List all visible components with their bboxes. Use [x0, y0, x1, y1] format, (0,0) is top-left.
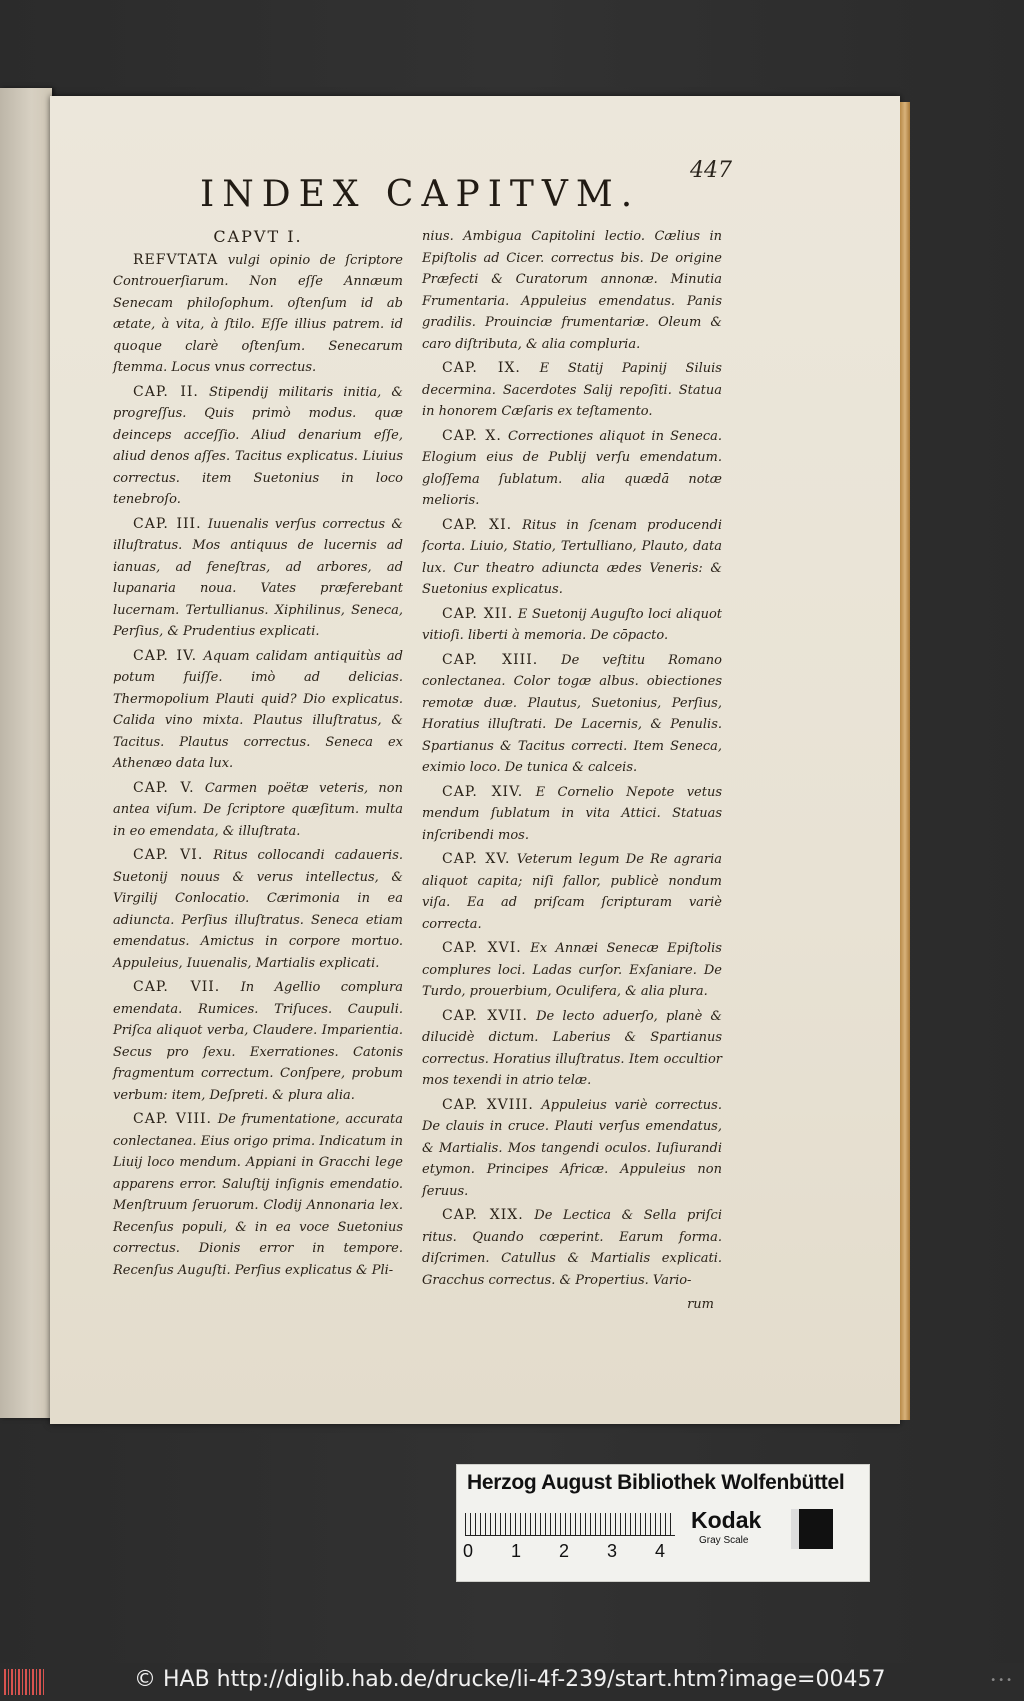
chapter-heading: CAPVT I. — [213, 227, 303, 246]
gilt-page-edge — [900, 102, 910, 1420]
index-entry — [422, 849, 722, 935]
library-name: Herzog August Bibliothek Wolfenbüttel — [467, 1471, 845, 1494]
index-entry — [422, 515, 722, 601]
index-entry — [113, 646, 403, 775]
gray-scale-label: Gray Scale — [699, 1535, 749, 1546]
entry-text: In Agellio complura emendata. Rumices. Triſuces. Caupuli. Priſca aliquot verba, Claudere. Imparientia. Secus pro ſexu. Exerrationes. Catonis fragmentum correctum. Conſpere, probum verbum: item, Deſpreti. & plura alia. — [113, 980, 403, 1103]
index-entry — [422, 1205, 722, 1291]
scale-number: 1 — [511, 1541, 522, 1561]
index-entry — [422, 604, 722, 647]
chapter-label: CAP. V. — [133, 779, 195, 796]
chapter-label: CAP. IX. — [442, 360, 521, 376]
entry-text: Aquam calidam antiquitùs ad potum fuiſſe. imò ad delicias. Thermopolium Plauti quid? Dio explicatus. Calida vino mixta. Plautus illuſtratus, & Tacitus. Plautus correctus. Seneca ex Athenæo data lux. — [113, 648, 403, 771]
entry-text: E Suetonij Auguſto loci aliquot vitioſi. liberti à memoria. De cōpacto. — [422, 606, 722, 643]
left-column — [113, 226, 403, 1284]
entry-text: Ritus in ſcenam producendi ſcorta. Liuio, Statio, Tertulliano, Plauto, data lux. Cur theatro adiuncta ædes Veneris: & Suetonius explicatus. — [422, 517, 722, 597]
book-page — [50, 96, 900, 1424]
page-number: 447 — [690, 158, 732, 183]
entry-text: Ritus collocandi cadaueris. Suetonij nouus & verus intellectus, & Virgilij Conlocatio. Cærimonia in ea adiuncta. Perſius illuſtratus. Seneca etiam emendatus. Amictus in corpore mortuo. Appuleius, Iuuenalis, Martialis explicati. — [113, 848, 403, 971]
source-url[interactable]: © HAB http://diglib.hab.de/drucke/li-4f-239/start.htm?image=00457 — [134, 1667, 886, 1692]
index-entry — [113, 514, 403, 643]
entry-text: Stipendij militaris initia, & progreſſus. Quis primò modus. quæ deinceps acceſſio. Aliud denarium eſſe, aliud denos aſſes. Tacitus explicatus. Liuius correctus. item Suetonius in loco tenebroſo. — [113, 384, 403, 507]
index-entry — [113, 845, 403, 974]
chapter-label: CAP. X. — [442, 427, 502, 444]
chapter-label: CAP. III. — [133, 515, 202, 532]
index-entry — [422, 782, 722, 847]
chapter-label: CAP. XVI. — [442, 940, 522, 956]
scale-ruler — [465, 1513, 675, 1536]
entry-text: De frumentatione, accurata conlectanea. Eius origo prima. Indicatum in Liuij loco mendum. Appiani in Gracchi lege apparens error. Saluſtij inſignis emendatio. Menſtruum ſeruorum. Clodij Annonaria lex. Recenſus populi, & in ea voce Suetonius correctus. Dionis error in tempore. Recenſus Auguſti. Perſius explicatus & Pli- — [113, 1112, 403, 1278]
kodak-logo: Kodak — [691, 1507, 762, 1533]
entry-text: De veſtitu Romano conlectanea. Color togæ albus. obiectiones remotæ duæ. Plautus, Suetonius, Perſius, Horatius illuſtrati. De Lacernis, & Penulis. Spartianus & Tacitus correcti. Item Seneca, eximio loco. De tunica & calceis. — [422, 652, 722, 775]
entry-text: vulgi opinio de ſcriptore Controuerſiarum. Non eſſe Annæum Senecam philoſophum. oſtenſum id ab ætate, à vita, à ſtilo. Eſſe illius patrem. id quoque clarè oſtenſum. Senecarum ſtemma. Locus vnus correctus. — [113, 252, 403, 375]
entry-text: nius. Ambigua Capitolini lectio. Cælius in Epiſtolis ad Cicer. correctus bis. De origine Præfecti & Curatorum annonæ. Minutia Frumentaria. Appuleius emendatus. Panis gradilis. Prouinciæ frumentariæ. Oleum & caro diſtributa, & alia compluria. — [422, 229, 722, 352]
gray-patch — [791, 1509, 833, 1549]
index-entry — [422, 226, 722, 355]
index-entry — [113, 977, 403, 1106]
index-entry — [113, 250, 403, 379]
entry-text: Correctiones aliquot in Seneca. Elogium eius de Publij verſu emendatum. gloſſema ſublatum. alia quædā notæ melioris. — [422, 428, 722, 508]
scale-number: 2 — [559, 1541, 570, 1561]
status-bar — [0, 1663, 1024, 1701]
chapter-label: CAP. VIII. — [133, 1111, 213, 1127]
chapter-label: REFVTATA — [133, 251, 219, 268]
chapter-label: CAP. XVII. — [442, 1007, 528, 1024]
entry-text: Iuuenalis verſus correctus & illuſtratus. Mos antiquus de lucernis ad ianuas, ad feneſtras, ad arbores, ad lupanaria noua. Vates præferebant lucernam. Tertullianus. Xiphilinus, Seneca, Perſius, & Prudentius explicati. — [113, 516, 403, 639]
chapter-label: CAP. XIV. — [442, 783, 524, 800]
index-entry — [422, 426, 722, 512]
entry-text: De Lectica & Sella priſci ritus. Quando cœperint. Earum forma. diſcrimen. Catullus & Martialis explicati. Gracchus correctus. & Propertius. Vario- — [422, 1208, 722, 1288]
chapter-label: CAP. VII. — [133, 979, 221, 995]
scale-number: 0 — [463, 1541, 474, 1561]
index-entry — [422, 358, 722, 423]
index-entry — [422, 1095, 722, 1203]
catchword: rum — [687, 1297, 714, 1312]
index-entry — [422, 1006, 722, 1092]
index-entry — [113, 778, 403, 843]
more-icon[interactable]: ••• — [990, 1675, 1014, 1686]
chapter-label: CAP. II. — [133, 383, 199, 400]
right-column — [422, 226, 722, 1316]
index-entry — [113, 1109, 403, 1281]
entry-text: E Cornelio Nepote vetus mendum ſublatum in vita Attici. Statuas inſcribendi mos. — [422, 784, 722, 843]
entry-text: Carmen poëtæ veteris, non antea viſum. De ſcriptore quæſitum. multa in eo emendata, & illuſtrata. — [113, 780, 403, 839]
page-title: INDEX CAPITVM. — [200, 174, 641, 215]
index-entry — [113, 382, 403, 511]
chapter-label: CAP. XIX. — [442, 1207, 524, 1223]
chapter-label: CAP. VI. — [133, 847, 204, 863]
scale-number: 3 — [607, 1541, 618, 1561]
chapter-label: CAP. XII. — [442, 605, 514, 622]
index-entry — [422, 650, 722, 779]
entry-text: Ex Annæi Senecæ Epiſtolis complures loci. Ladas curſor. Exſaniare. De Turdo, prouerbium, Oculifera, & alia plura. — [422, 941, 722, 999]
chapter-label: CAP. IV. — [133, 647, 198, 664]
entry-text: E Statij Papinij Siluis decermina. Sacerdotes Salij repoſiti. Statua in honorem Cæſaris ex teſtamento. — [422, 361, 722, 419]
entry-text: De lecto aduerſo, planè & dilucidè dictum. Laberius & Spartianus correctus. Horatius illuſtratus. Item occultior mos texendi in atrio telæ. — [422, 1008, 722, 1088]
chapter-label: CAP. XV. — [442, 851, 511, 867]
entry-text: Veterum legum De Re agraria aliquot capita; niſi fallor, publicè nondum viſa. Ea ad priſcam ſcripturam variè correcta. — [422, 852, 723, 932]
index-entry — [422, 938, 722, 1003]
entry-text: Appuleius variè correctus. De clauis in cruce. Plauti verſus emendatus, & Martialis. Mos tangendi oculos. Iuſiurandi etymon. Principes Africæ. Appuleius non ſeruus. — [422, 1097, 722, 1199]
color-target-card — [456, 1464, 870, 1582]
chapter-label: CAP. XI. — [442, 516, 513, 533]
barcode-icon — [4, 1669, 44, 1695]
scale-number: 4 — [655, 1541, 666, 1561]
previous-page-edge — [0, 88, 52, 1418]
chapter-label: CAP. XVIII. — [442, 1096, 534, 1113]
chapter-label: CAP. XIII. — [442, 651, 539, 668]
